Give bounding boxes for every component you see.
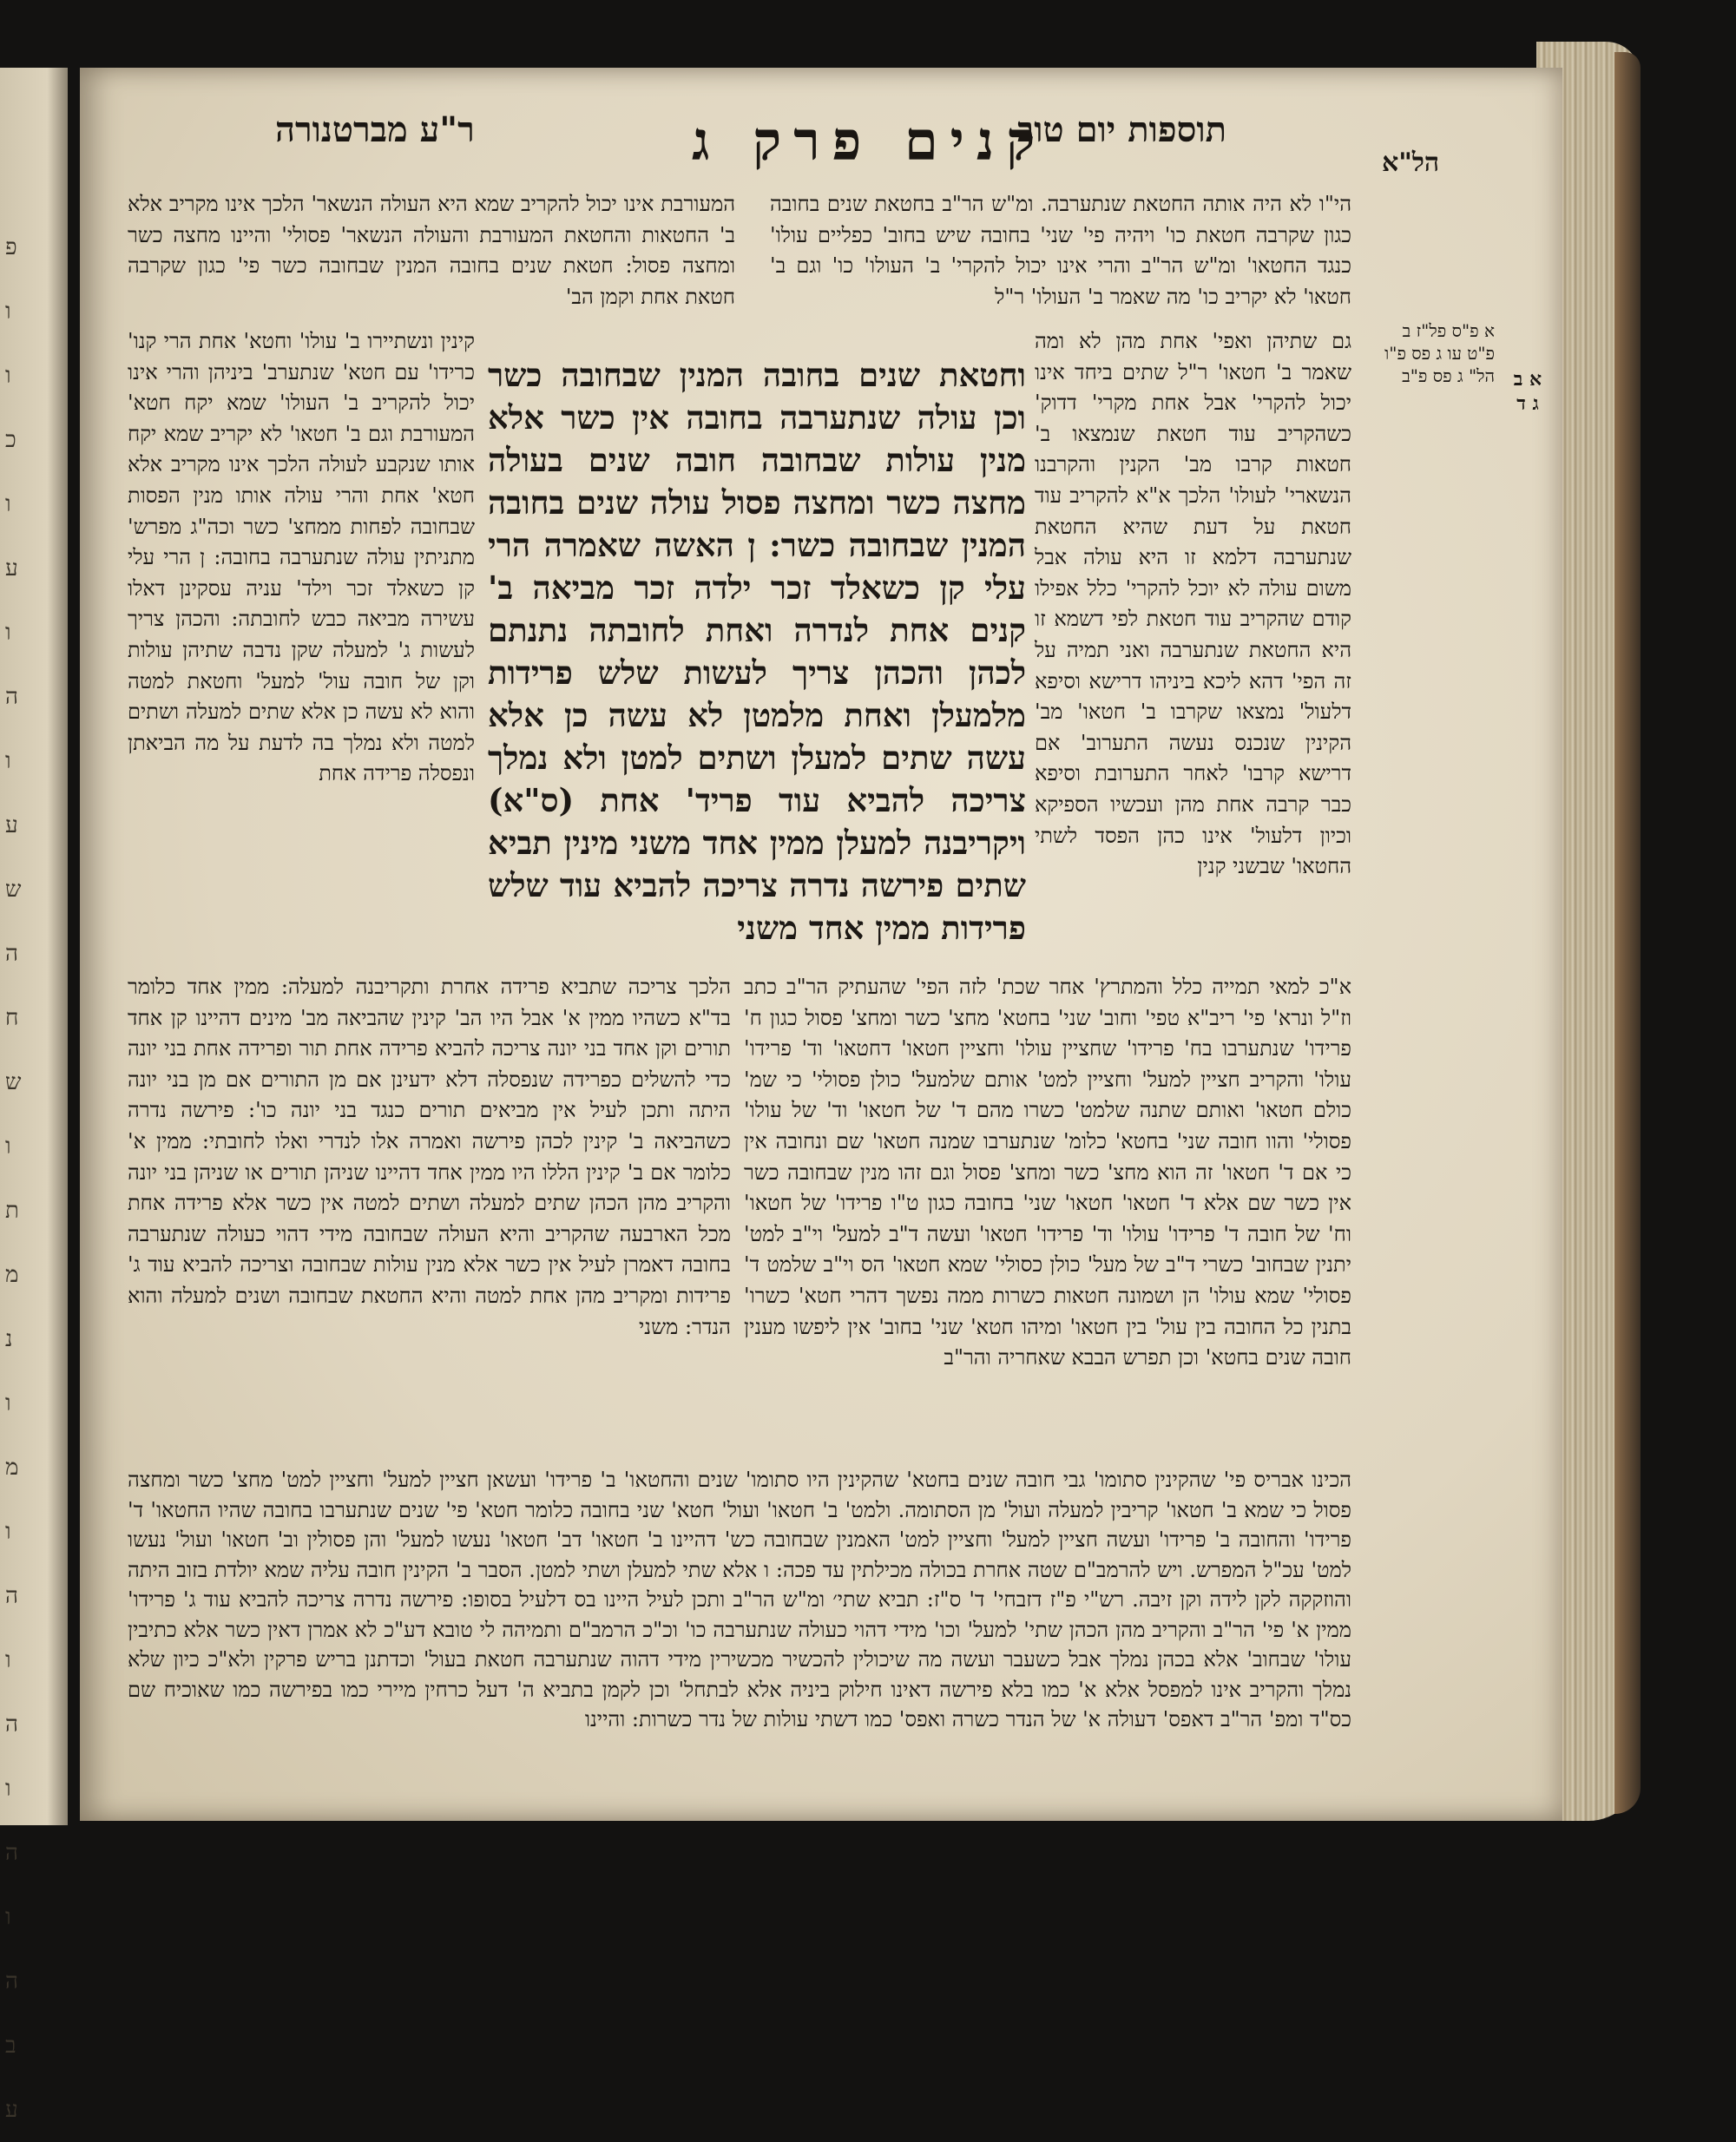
header-tractate-chapter: קנים פרק ג xyxy=(692,109,1048,173)
commentary-bottom: הכינו אבריס פי' שהקינין סתומו' גבי חובה שנים בחטא' שהקינין היו סתומו' שנים והחטאו' ב' פרידו' ועשאן חציין למעל' וחציין למט' מחצ' כשר ומחצה פסול כי שמא ב' חטאו' קריבין למעלה ועול' מן הסתומה. ולמט' ב' חטאו' ועול' חטא' שני בחובה כלומר חטא' פי' שנים שנתערבו בחובה שהיו החטאו' ד' פרידו' והחובה ב' פרידו' ועשה חציין למעל' וחציין למט' האמנין שבחובה כש' דהיינו ב' חטאו' דב' חטאו' נעשו למעל' והן פסולין וב' חטאו' ועול' נעשו למט' עכ"ל המפרש. ויש להרמב"ם שטה אחרת בכולה מכילתין עד פכה: ו אלא שתי למעלן ושתי למטן. הסבר ב' הקינין חובה עליה שמא יולדת בזוב היתה והוזקקה לקן לידה וקן זיבה. רש"י פ"ז דזבחי' ד' ס"ז: תביא שתי׳ ומ"ש הר"ב ותכן לעיל היינו בס דלעיל בסופו: פירשה נדרה צריכה להביא עוד ג' פרידו' ממין א' פי' הר"ב והקריב מהן הכהן שתי' למעל' וכו' מידי דהוי כעולה שנתערבה כו' וכ"כ הרמב"ם ותמיהה לי טובא דע"כ לא אמרן דאין כשר אלא כתיבין עולו' שבחוב' אלא בכהן נמלך אבל כשעבר ועשה מה שיכולין להכשיר מכשירין מידי דהוה שנתערבה חטאת בעול' וכדתנן בריש פרקין ולא"כ כיון שלא נמלך והקריב אינו למפסל אלא א' כמו בלא פירשה דאינו חילוק ביניה אלא לבתחל' וכן לקמן בתביא ה' דעל כרחין מיירי כמו בפירשה כמו שאוכיח שם כס"ד ומפ' הר"ב דאפס' דעולה א' של הנדר כשרה ואפס' כמו דשתי עולות של נדר כשרות: והיינו xyxy=(128,1468,1351,1731)
commentary-right-middle: גם שתיהן ואפי' אחת מהן לא ומה שאמר ב' חטאו' ר"ל שתים ביחד אינו יכול להקרי' אבל אחת מקרי' דדוק' כשהקריב עוד חטאת שנמצאו ב' חטאות קרבו מב' הקנין והקרבנו הנשארי' לעולו' הלכך א"א להקריב עוד חטאת על דעת שהיא החטאת שנתערבה דלמא זו היא עולה אבל משום עולה לא יוכל להקרי' כלל אפילו קודם שהקריב עוד חטאת לפי דשמא זו היא החטאת שנתערבה ואני תמיה על זה הפי' דהא ליכא ביניהו דרישא וסיפא דלעול' נמצאו שקרבו ב' חטאו' מב' הקינין שנכנס נעשה התערוב' אם דרישא קרבו' לאחר התערובת וסיפא כבר קרבה אחת מהן ועכשיו הספיקא וכיון דלעול' אינו כהן הפסד לשתי החטאו' שבשני קנין xyxy=(1035,329,1351,879)
facing-page-edge xyxy=(0,68,68,2123)
header-bartenura: ר"ע מברטנורה xyxy=(275,109,475,150)
commentary-left-middle: קינין ונשתיירו ב' עולו' וחטא' אחת הרי קנו' כרידו' עם חטא' שנתערב' ביניהן והרי אינו יכול להקריב ב' העולו' שמא יקח חטא' המעורבת וגם ב' חטאו' לא יקריב שמא יקח אותו שנקבע לעולה הלכך אינו מקריב אלא חטא' אחת והרי עולה אותו מנין הפסות שבחובה לפחות ממחצ' כשר וכה"ג מפרש' מתניתין עולה שנתערבה בחובה: ן הרי עלי קן כשאלד זכר וילד' עניה עסקינן דאלו עשירה מביאה כבש לחובתה: והכהן צריך לעשות ג' למעלה שקן נדבה שתיהן עולות וקן של חובה עול' למעל' וחטאת למטה והוא לא עשה כן אלא שתים למעלה ושתים למטה ולא נמלך בה לדעת על מה הביאתן ונפסלה פרידה אחת xyxy=(128,329,475,786)
commentary-left-lower: הלכך צריכה שתביא פרידה אחרת ותקריבנה למעלה: ממין אחד כלומר בד"א כשהיו ממין א' אבל היו הב' קינין שהביאה מב' מינים דהיינו קן אחד תורים וקן אחד בני יונה צריכה להביא פרידה אחת תור ופרידה אחת בני יונה כדי להשלים כפרידה שנפסלה דלא ידעינן אם מן התורים אם מן בני יונה היתה ותכן לעיל אין מביאים תורים כנגד בני יונה כו': פירשה נדרה כשהביאה ב' קינין לכהן פירשה ואמרה אלו לנדרי ואלו לחובתי: ממין א' כלומר אם ב' קינין הללו היו ממין אחד דהיינו שניהן תורים או שניהן בני יונה והקריב מהן הכהן שתים למעלה ושתים למטה אין כשר אלא פרידה אחת מכל הארבעה שהקריב והיא העולה שבחובה מידי דהוי כעולה שנתערבה בחובה דאמרן לעיל אין כשר אלא מנין עולות שבחובה וצריכה להביא עוד ג' פרידות ומקריב מהן אחת למטה והיא החטאת שבחובה ושנים למעלה והוא הנדר: משני xyxy=(128,975,731,1339)
margin-references: א פ"ס פל"ז ב פ"ט עו ג פס פ"ו הל" ג פס פ"ב xyxy=(1384,320,1495,386)
page-stack-shadow xyxy=(1614,52,1641,1814)
commentary-right-top: הי"ו לא היה אותה החטאת שנתערבה. ומ"ש הר"ב בחטאת שנים בחובה כגון שקרבה חטאת כו' ויהיה פי' שני' בחובה שיש בחוב' כפליים עולו' כנגד החטאו' ומ"ש הר"ב והרי אינו יכול להקרי' ב' העולו' כו' וגם ב' חטאו' לא יקריב כו' מה שאמר ב' העולו' ר"ל xyxy=(770,192,1351,309)
commentary-right-lower: א"כ למאי תמייה כלל והמתרץ' אחר שכת' לזה הפי' שהעתיק הר"ב כתב וז"ל ונרא' פי' ריב"א טפי' וחוב' שני' בחטא' מחצ' כשר ומחצ' פסול כגון ח' פרידו' שנתערבו בח' פרידו' שחציין עולו' וחציין חטאו' דחטאו' וד' פרידו' עולו' והקריב חציין למעל' וחציין למט' אותם שלמעל' כולן פסולי' כי שמ' כולם חטאו' ואותם שתנה שלמט' כשרו מהם ד' של חטאו' וד' של עולו' פסולי' והוו חובה שני' בחטא' כלומ' שנתערבו שמנה חטאו' שם ונחובה אין כי אם ד' חטאו' זה הוא מחצ' כשר ומחצ' פסול וגם זהו מנין שבחובה כשר אין כשר שם אלא ד' חטאו' חטאו' שני' בחובה כגון ט"ו פרידו' של חטאו' וח' של חובה ד' פרידו' עולו' וד' פרידו' חטאו' ועשה ד"ב למעל' וי"ב למט' יתנין שבחוב' כשרי ד"ב של מעל' כולן כסולי' שמא חטאו' הס וי"ב שלמט ד' פסולי' שמא עולו' הן ושמונה חטאות כשרות ממה נפשך דהרי חטא' כשרו' בתנין כל החובה בין עול' בין חטאו' ומיהו חטא' שני' בחוב' אין ליפשו מענין חובה שנים בחטא' וכן תפרש הבבא שאחריה והר"ב xyxy=(744,975,1351,1370)
margin-letters: א ב ג ד xyxy=(1513,368,1542,415)
facing-page-letters: פ ו ו כ ו ע ו ה ו ע ש ה ח ש ו ת מ נ ו מ ו ה ו ה ו ה ו ה ב ע xyxy=(5,234,22,2123)
folio-number: הל"א xyxy=(1382,148,1440,178)
book-page xyxy=(80,68,1562,1821)
mishna-text: וחטאת שנים בחובה המנין שבחובה כשר וכן עולה שנתערבה בחובה אין כשר אלא מנין עולות שבחובה חובה שנים בעולה מחצה כשר ומחצה פסול עולה שנים בחובה המנין שבחובה כשר: ן האשה שאמרה הרי עלי קן כשאלד זכר ילדה זכר מביאה ב' קנים אחת לנדרה ואחת לחובתה נתנתם לכהן והכהן צריך לעשות שלש פרידות מלמעלן ואחת מלמטן לא עשה כן אלא עשה שתים למעלן ושתים למטן ולא נמלך צריכה להביא עוד פריד' אחת (ס"א) ויקריבנה למעלן ממין אחד משני מינין תביא שתים פירשה נדרה צריכה להביא עוד שלש פרידות ממין אחד משני xyxy=(488,356,1026,947)
commentary-left-top: המעורבת אינו יכול להקריב שמא היא העולה הנשאר' הלכך אינו מקריב אלא ב' החטאות והחטאת המעורבת והעולה הנשאר' פסולי' והיינו מחצה כשר ומחצה פסול: חטאת שנים בחובה המנין שבחובה כשר פי' כגון שקרבה חטאת אחת וקמן הב' xyxy=(128,192,735,309)
header-tosafot-yom-tov: תוספות יום טוב xyxy=(1017,109,1226,150)
